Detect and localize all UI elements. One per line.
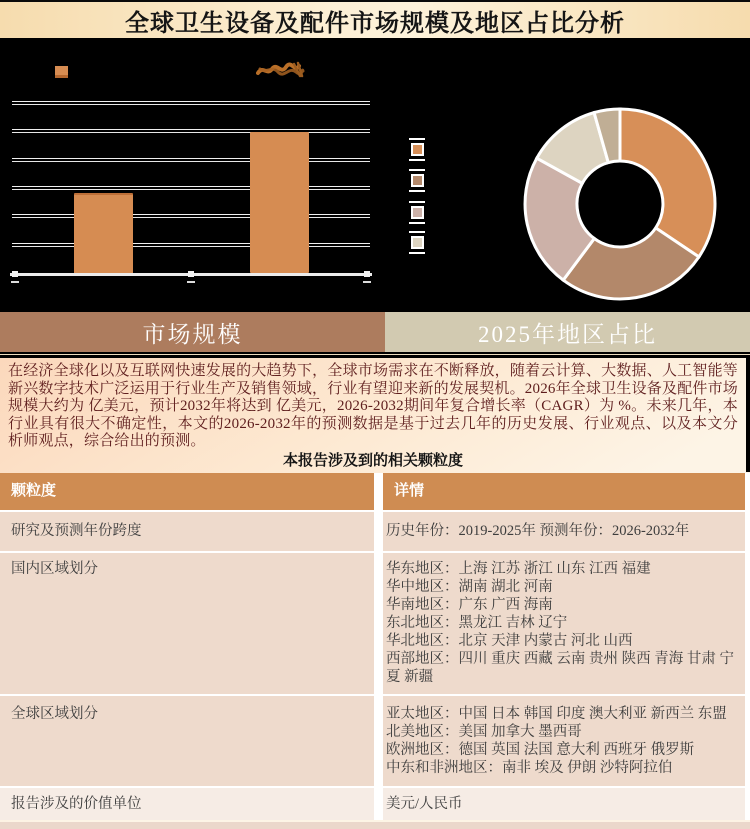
detail-line: 中东和非洲地区：南非 埃及 伊朗 沙特阿拉伯	[386, 759, 673, 776]
region-share-donut-chart	[400, 38, 750, 312]
gridline	[12, 186, 370, 190]
gridline	[12, 101, 370, 105]
title-bar	[0, 0, 750, 38]
granularity-cell: 研究及预测年份跨度	[0, 512, 374, 551]
axis-tick-mark	[187, 281, 195, 283]
granularity-cell: 报告涉及的价值单位	[0, 788, 374, 820]
table-row	[0, 512, 745, 551]
granularity-table	[0, 473, 750, 820]
intro-section	[0, 358, 750, 472]
axis-tick-mark	[363, 281, 371, 283]
bar	[74, 193, 133, 275]
detail-line: 西部地区：四川 重庆 西藏 云南 贵州 陕西 青海 甘肃 宁夏 新疆	[386, 650, 734, 685]
chart-strip	[0, 38, 750, 312]
page-title: 全球卫生设备及配件市场规模及地区占比分析	[125, 10, 625, 37]
intro-paragraph: 在经济全球化以及互联网快速发展的大趋势下，全球市场需求在不断释放，随着云计算、大数据、人工智能等新兴数字技术广泛运用于行业生产及销售领域，行业有望迎来新的发展契机。2026年全球卫生设备及配件市场规模大约为 亿美元，预计2032年将达到 亿美元，2026-2032期间年复合增长率（CAGR）为 %。未来几年，本行业具有很大不确定性，本文的2026-2032年的预测数据是基于过去几年的历史发展、行业观点、以及本文分析师观点，综合给出的预测。	[8, 363, 739, 450]
table-header-row	[0, 473, 745, 510]
legend-swatch	[411, 206, 424, 219]
granularity-cell: 全球区域划分	[0, 696, 374, 786]
annotation-scribble-icon	[256, 60, 306, 80]
axis-tick	[364, 271, 370, 277]
gridline	[12, 129, 370, 133]
market-size-bar-chart	[0, 38, 400, 312]
legend-rule	[409, 252, 425, 254]
table-caption: 本报告涉及到的相关颗粒度	[282, 452, 463, 469]
legend-swatch	[411, 174, 424, 187]
donut-legend-item	[408, 138, 426, 161]
banner-region-share: 2025年地区占比	[385, 312, 750, 352]
axis-tick	[12, 271, 18, 277]
header-details: 详情	[383, 473, 745, 510]
legend-rule	[409, 138, 425, 140]
details-cell	[383, 512, 745, 551]
donut-legend-item	[408, 231, 426, 254]
banner-market-size: 市场规模	[0, 312, 385, 352]
legend-rule	[409, 159, 425, 161]
detail-line: 亚太地区：中国 日本 韩国 印度 澳大利亚 新西兰 东盟	[386, 705, 727, 722]
section-banners	[0, 312, 750, 352]
header-granularity: 颗粒度	[0, 473, 374, 510]
legend-rule	[409, 169, 425, 171]
detail-line: 华东地区：上海 江苏 浙江 山东 江西 福建	[386, 560, 651, 577]
details-cell	[383, 696, 745, 786]
detail-line: 华北地区：北京 天津 内蒙古 河北 山西	[386, 632, 633, 649]
gridline	[12, 214, 370, 218]
gridline	[12, 158, 370, 162]
legend-swatch	[411, 236, 424, 249]
granularity-cell: 国内区域划分	[0, 553, 374, 694]
table-row	[0, 788, 745, 820]
table-row	[0, 553, 745, 694]
detail-line: 美元/人民币	[386, 795, 463, 812]
detail-line: 北美地区：美国 加拿大 墨西哥	[386, 723, 582, 740]
legend-rule	[409, 190, 425, 192]
donut-svg	[400, 38, 750, 312]
detail-line: 欧洲地区：德国 英国 法国 意大利 西班牙 俄罗斯	[386, 741, 695, 758]
detail-line: 历史年份：2019-2025年 预测年份：2026-2032年	[386, 522, 690, 539]
table-row	[0, 696, 745, 786]
donut-legend-item	[408, 169, 426, 192]
detail-line: 华南地区：广东 广西 海南	[386, 596, 553, 613]
axis-tick-mark	[11, 281, 19, 283]
details-cell	[383, 788, 745, 820]
axis-tick	[188, 271, 194, 277]
legend-rule	[409, 231, 425, 233]
donut-legend-item	[408, 201, 426, 224]
bar-legend-swatch	[55, 66, 68, 78]
report-body	[0, 358, 750, 829]
partial-next-row	[0, 822, 750, 829]
details-cell	[383, 553, 745, 694]
legend-rule	[409, 201, 425, 203]
legend-rule	[409, 222, 425, 224]
bar	[250, 132, 309, 273]
detail-line: 华中地区：湖南 湖北 河南	[386, 578, 553, 595]
gridline	[12, 243, 370, 247]
legend-swatch	[411, 143, 424, 156]
detail-line: 东北地区：黑龙江 吉林 辽宁	[386, 614, 568, 631]
